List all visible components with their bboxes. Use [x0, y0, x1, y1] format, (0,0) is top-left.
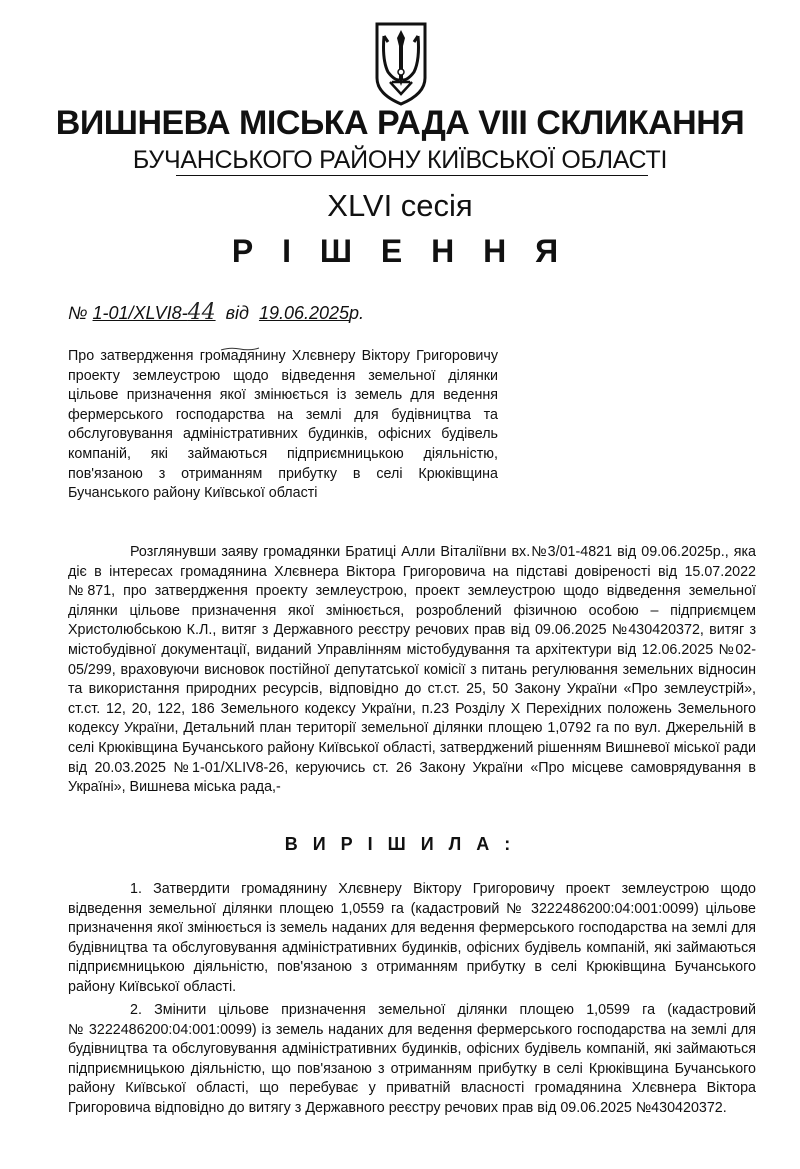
item-line: Григоровича відповідно до витягу з Державного реєстру речових прав від 09.06.2025 №430420372. — [68, 1099, 727, 1116]
district-name: БУЧАНСЬКОГО РАЙОНУ КИЇВСЬКОЇ ОБЛАСТІ — [132, 146, 668, 174]
preamble-line: Христолюбською К.Л., витяг з Державного реєстру речових прав від 09.06.2025 №430420372, витяг з — [68, 622, 756, 639]
subject-line: обслуговування адміністративних будинків, офісних будівель — [68, 426, 498, 443]
session-title: XLVI сесія — [327, 188, 473, 223]
from-word: від — [225, 303, 249, 323]
item-line: будівництва та обслуговування адміністративних будинків, офісних будівель компаній, які займаються — [68, 939, 756, 956]
item-line: призначення якої змінюється із земель наданих для ведення фермерського господарства на землі для — [68, 920, 756, 937]
item-line: будівництва та обслуговування адміністративних будинків, офісних будівель компаній, які займаються — [68, 1041, 756, 1058]
item-line: відведення земельної ділянки площею 1,0559 га (кадастровий № 3222486200:04:001:0099) цільове — [68, 900, 756, 917]
preamble-line: Україні», Вишнева міська рада,- — [68, 779, 281, 796]
decision-date: 19.06.2025 — [258, 303, 350, 323]
subject-line: фермерського господарства на землі для будівництва та — [68, 406, 498, 423]
subject-line: Про затвердження громадянину Хлєвнеру Віктору Григоровичу — [68, 348, 498, 364]
preamble-line: 05/299, враховуючи висновок постійної депутатської комісії з питань регулювання земельних відносин — [68, 661, 756, 678]
preamble-line: та використання природних ресурсів, відповідно до ст.ст. 25, 50 Закону України «Про землеустрій», — [68, 681, 756, 698]
subject-line: проекту землеустрою щодо відведення земельної ділянки — [68, 367, 498, 384]
item-line: 2. Змінити цільове призначення земельної ділянки площею 1,0599 га (кадастровий — [130, 1002, 756, 1018]
decision-subject — [68, 347, 498, 504]
item-line: підприємницькою діяльністю, що пов'язаною з отриманням прибутку в селі Крюківщина Бучанського — [68, 1060, 756, 1077]
year-suffix: р. — [349, 303, 365, 323]
item-line: 1. Затвердити громадянину Хлєвнеру Віктору Григоровичу проект землеустрою щодо — [130, 881, 756, 897]
preamble-line: селі Крюківщина Бучанського району Київської області, затверджений рішенням Вишневої міської ради — [68, 739, 756, 756]
subject-line: пов'язаною з отриманням прибутку в селі Крюківщина — [68, 465, 498, 482]
trident-emblem-icon — [372, 20, 430, 106]
subject-line: цільове призначення якої змінюється із земель для ведення — [68, 387, 498, 404]
preamble-line: кодексу України, Детальний план території земельної ділянки площею 1,0792 га по вул. Джерельній в — [68, 720, 756, 737]
preamble-line: Розглянувши заяву громадянки Братиці Алли Віталіївни вх.№3/01-4821 від 09.06.2025р., яка — [130, 544, 756, 560]
subject-line: компаній, які займаються підприємницькою діяльністю, — [68, 445, 498, 462]
decision-number-line — [68, 300, 364, 325]
item-line: підприємницькою діяльністю, пов'язаною з отриманням прибутку в селі Крюківщина Бучанського — [68, 959, 756, 976]
resolution-item-2 — [68, 1001, 756, 1119]
subject-line: Бучанського району Київської області — [68, 485, 318, 502]
document-type-title: Р І Ш Е Н Н Я — [231, 233, 569, 269]
header-divider — [176, 175, 648, 176]
item-line: району Київської області. — [68, 978, 237, 995]
preamble-line: містобудівної документації, виданий Управлінням містобудування та архітектури від 12.06.2025 №02- — [68, 641, 756, 658]
number-sign: № — [68, 303, 88, 323]
resolution-item-1 — [68, 880, 756, 998]
item-line: району Київської області, що перебуває у приватній власності громадянина Хлєвнера Віктора — [68, 1080, 756, 1097]
item-line: № 3222486200:04:001:0099) із земель наданих для ведення фермерського господарства на землі для — [68, 1021, 756, 1038]
council-name: ВИШНЕВА МІСЬКА РАДА VIII СКЛИКАННЯ — [55, 104, 745, 142]
preamble-line: ділянки цільове призначення якої змінюється, розроблений фізичною особою – підприємцем — [68, 602, 756, 619]
preamble-line: №871, про затвердження проекту землеустрою, проект землеустрою щодо відведення земельної — [68, 583, 756, 600]
resolved-heading: В И Р І Ш И Л А : — [284, 834, 516, 854]
decision-number-prefix: 1-01/XLVI8- — [92, 303, 188, 323]
preamble-line: діє в інтересах громадянина Хлєвнера Віктора Григоровича на підставі довіреності від 15.07.2022 — [68, 563, 756, 580]
preamble-line: від 20.03.2025 №1-01/XLIV8-26, керуючись ст. 26 Закону України «Про місцеве самоврядування в — [68, 759, 756, 776]
decision-number — [92, 300, 216, 325]
decision-number-handwritten: 44 — [187, 300, 216, 325]
preamble-paragraph — [68, 543, 756, 798]
preamble-line: ст.ст. 12, 20, 122, 186 Земельного кодексу України, п.23 Розділу X Перехідних положень Земельного — [68, 700, 756, 717]
